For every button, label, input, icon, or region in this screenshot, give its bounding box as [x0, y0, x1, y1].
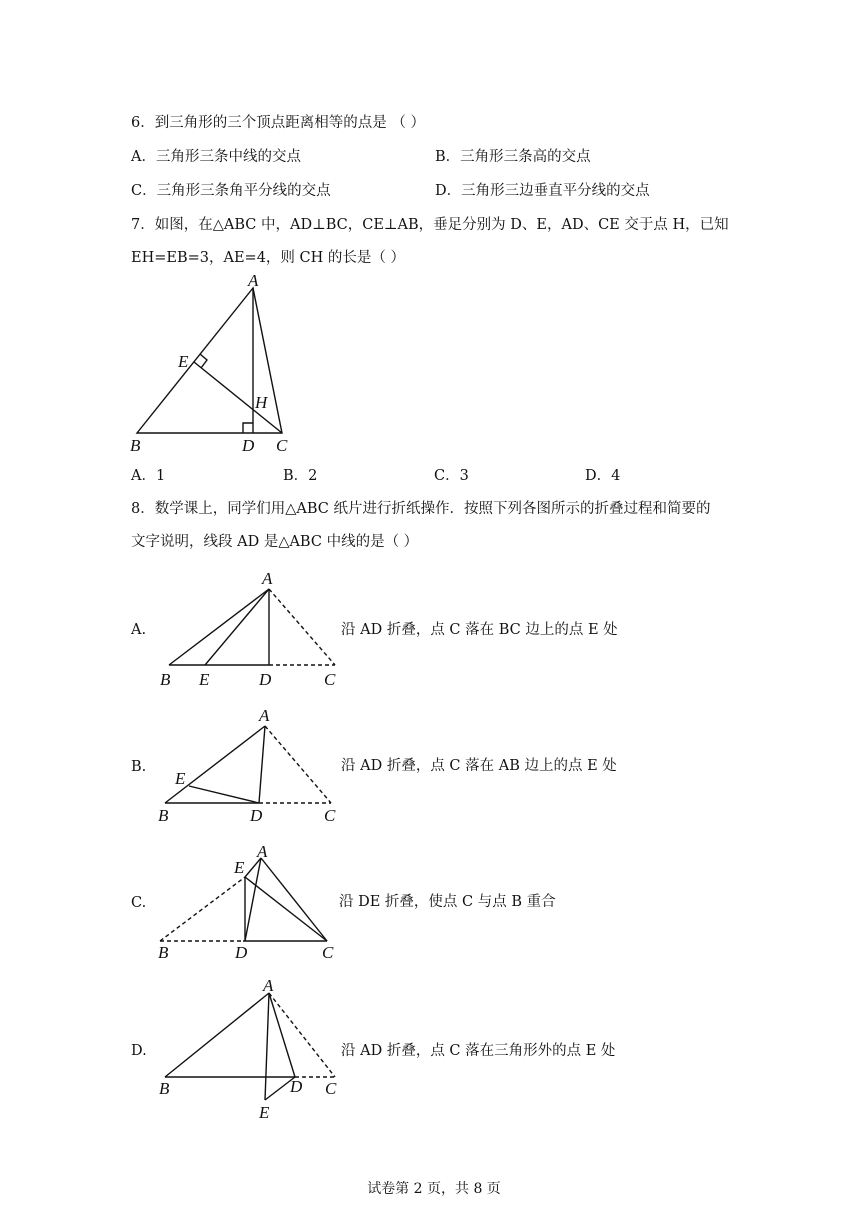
- fig-a-label-d: D: [259, 670, 272, 689]
- fig-d-ae: [265, 993, 269, 1100]
- q7-stem-line2: EH=EB=3，AE=4，则 CH 的长是（ ）: [131, 250, 405, 266]
- fig-c-label-b: B: [158, 943, 169, 962]
- q7-label-c: C: [276, 436, 288, 455]
- fig-d-ac: [269, 993, 335, 1077]
- fig-a-ab: [169, 589, 269, 665]
- q7-figure: [120, 270, 320, 460]
- q7-label-e: E: [178, 352, 189, 371]
- fig-a-label-e: E: [199, 670, 210, 689]
- q8-figure-c: [155, 838, 355, 963]
- page-footer: 试卷第 2 页，共 8 页: [367, 1181, 501, 1197]
- q6-option-a[interactable]: A．三角形三条中线的交点: [131, 149, 301, 165]
- q7-label-b: B: [130, 436, 141, 455]
- q7-option-b[interactable]: B．2: [283, 468, 318, 484]
- fig-a-label-b: B: [160, 670, 171, 689]
- q7-option-a[interactable]: A．1: [131, 468, 166, 484]
- q8-figure-a: [155, 565, 355, 690]
- q7-altitude-ce: [194, 362, 282, 433]
- fig-c-label-e: E: [234, 858, 245, 877]
- fig-c-label-d: D: [235, 943, 248, 962]
- q8-option-c-letter[interactable]: C.: [131, 895, 147, 911]
- q8-stem-line2: 文字说明，线段 AD 是△ABC 中线的是（ ）: [131, 534, 419, 550]
- q6-stem: 6．到三角形的三个顶点距离相等的点是 （ ）: [131, 115, 425, 131]
- q7-right-angle-d: [243, 423, 253, 433]
- q6-option-c[interactable]: C．三角形三条角平分线的交点: [131, 183, 331, 199]
- q7-option-d[interactable]: D．4: [585, 468, 621, 484]
- q8-option-c-caption: 沿 DE 折叠，使点 C 与点 B 重合: [339, 894, 556, 910]
- q8-option-d-letter[interactable]: D.: [131, 1043, 147, 1059]
- q6-option-d[interactable]: D．三角形三边垂直平分线的交点: [435, 183, 650, 199]
- q8-stem-line1: 8．数学课上，同学们用△ABC 纸片进行折纸操作．按照下列各图所示的折叠过程和简要的: [131, 501, 711, 517]
- fig-b-label-b: B: [158, 806, 169, 825]
- q7-label-d: D: [242, 436, 255, 455]
- q8-option-b-letter[interactable]: B.: [131, 759, 147, 775]
- fig-c-label-c: C: [322, 943, 334, 962]
- fig-c-ec: [245, 877, 327, 941]
- fig-d-label-e: E: [259, 1103, 270, 1122]
- q7-stem-line1: 7．如图，在△ABC 中，AD⊥BC，CE⊥AB，垂足分别为 D、E，AD、CE 交于点 H，已知: [131, 217, 729, 233]
- fig-a-ae: [205, 589, 269, 665]
- fig-c-be: [160, 877, 245, 941]
- q6-option-b[interactable]: B．三角形三条高的交点: [435, 149, 591, 165]
- fig-b-label-e: E: [175, 769, 186, 788]
- q8-option-d-caption: 沿 AD 折叠，点 C 落在三角形外的点 E 处: [341, 1043, 616, 1059]
- fig-b-ad: [259, 726, 265, 803]
- fig-d-label-a: A: [263, 976, 274, 995]
- q7-right-angle-e: [200, 354, 207, 368]
- fig-c-ad: [245, 858, 261, 941]
- fig-b-ed: [189, 786, 259, 803]
- q8-option-b-caption: 沿 AD 折叠，点 C 落在 AB 边上的点 E 处: [341, 758, 617, 774]
- fig-a-ac: [269, 589, 335, 665]
- fig-d-label-b: B: [159, 1079, 170, 1098]
- fig-a-label-a: A: [262, 569, 273, 588]
- q7-label-a: A: [248, 271, 259, 290]
- fig-d-ab: [165, 993, 269, 1077]
- q8-figure-b: [155, 702, 355, 827]
- fig-d-label-c: C: [325, 1079, 337, 1098]
- fig-d-ad: [269, 993, 295, 1077]
- q8-option-a-letter[interactable]: A.: [131, 622, 147, 638]
- fig-a-label-c: C: [324, 670, 336, 689]
- q7-label-h: H: [255, 393, 268, 412]
- fig-c-ac: [261, 858, 327, 941]
- fig-b-ab: [165, 726, 265, 803]
- fig-b-label-a: A: [259, 706, 270, 725]
- fig-d-label-d: D: [290, 1077, 303, 1096]
- fig-c-label-a: A: [257, 842, 268, 861]
- fig-b-ac: [265, 726, 331, 803]
- q8-option-a-caption: 沿 AD 折叠，点 C 落在 BC 边上的点 E 处: [341, 622, 618, 638]
- q7-option-c[interactable]: C．3: [434, 468, 469, 484]
- fig-b-label-d: D: [250, 806, 263, 825]
- fig-b-label-c: C: [324, 806, 336, 825]
- q8-figure-d: [155, 975, 355, 1125]
